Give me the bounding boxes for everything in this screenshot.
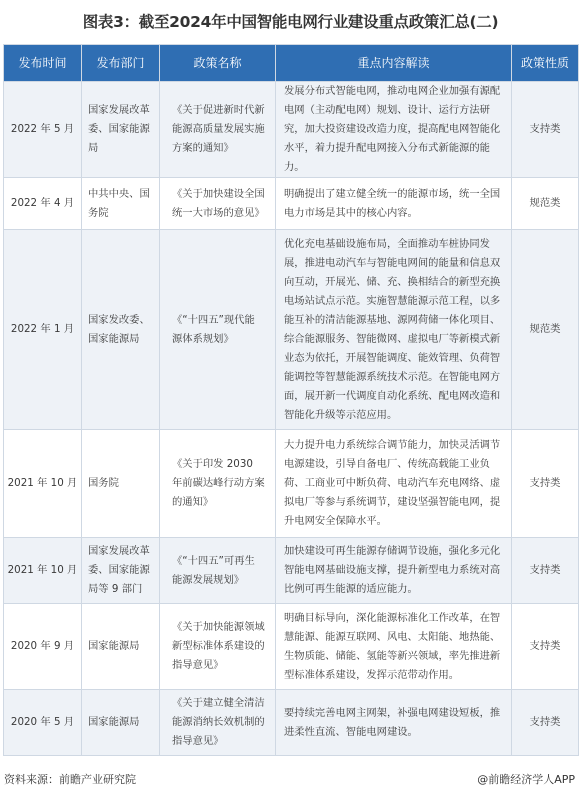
cell-dept: 中共中央、国务院: [82, 178, 160, 230]
cell-policy: 《“十四五”现代能源体系规划》: [160, 230, 276, 430]
table-row: [4, 538, 579, 604]
cell-content: 大力提升电力系统综合调节能力，加快灵活调节电源建设，引导自备电厂、传统高载能工业负荷、工商业可中断负荷、电动汽车充电网络、虚拟电厂等参与系统调节，建设坚强智能电网，提升电网安全保障水平。: [276, 430, 512, 538]
table-header-row: [4, 45, 579, 82]
cell-date: 2021 年 10 月: [4, 538, 82, 604]
table-row: [4, 230, 579, 430]
page-title: 图表3：截至2024年中国智能电网行业建设重点政策汇总(二): [82, 13, 499, 31]
cell-policy: 《“十四五”可再生能源发展规划》: [160, 538, 276, 604]
table-row: [4, 430, 579, 538]
cell-policy: 《关于加快能源领域新型标准体系建设的指导意见》: [160, 604, 276, 690]
cell-policy: 《关于建立健全清洁能源消纳长效机制的指导意见》: [160, 690, 276, 756]
cell-content: 优化充电基础设施布局，全面推动车桩协同发展，推进电动汽车与智能电网间的能量和信息双向互动，开展光、储、充、换相结合的新型充换电场站试点示范。实施智慧能源示范工程，以多能互补的清洁能源基地、源网荷储一体化项目、综合能源服务、智能微网、虚拟电厂等新模式新业态为依托，开展智能调度、能效管理、负荷智能调控等智慧能源系统技术示范。在智能电网方面，展开新一代调度自动化系统、配电网改造和智能化升级等示范应用。: [276, 230, 512, 430]
cell-type: 支持类: [512, 690, 579, 756]
cell-date: 2020 年 9 月: [4, 604, 82, 690]
cell-type: 支持类: [512, 538, 579, 604]
cell-dept: 国家发展改革委、国家能源局: [82, 82, 160, 178]
cell-content: 明确提出了建立健全统一的能源市场，统一全国电力市场是其中的核心内容。: [276, 178, 512, 230]
header-dept: 发布部门: [82, 45, 160, 82]
cell-policy: 《关于印发 2030 年前碳达峰行动方案的通知》: [160, 430, 276, 538]
table-row: [4, 82, 579, 178]
cell-date: 2020 年 5 月: [4, 690, 82, 756]
at-icon: @: [477, 773, 489, 786]
cell-policy: 《关于加快建设全国统一大市场的意见》: [160, 178, 276, 230]
cell-type: 规范类: [512, 178, 579, 230]
table-row: [4, 604, 579, 690]
table-row: [4, 178, 579, 230]
cell-type: 规范类: [512, 230, 579, 430]
cell-dept: 国家能源局: [82, 690, 160, 756]
source-note: 资料来源：前瞻产业研究院: [4, 773, 136, 786]
cell-type: 支持类: [512, 604, 579, 690]
brand-credit: [477, 771, 575, 787]
cell-date: 2022 年 1 月: [4, 230, 82, 430]
cell-type: 支持类: [512, 82, 579, 178]
cell-dept: 国家发改委、国家能源局: [82, 230, 160, 430]
cell-dept: 国家能源局: [82, 604, 160, 690]
cell-dept: 国家发展改革委、国家能源局等 9 部门: [82, 538, 160, 604]
header-content: 重点内容解读: [276, 45, 512, 82]
brand-name: 前瞻经济学人APP: [488, 773, 575, 786]
cell-policy: 《关于促进新时代新能源高质量发展实施方案的通知》: [160, 82, 276, 178]
cell-content: 发展分布式智能电网，推动电网企业加强有源配电网（主动配电网）规划、设计、运行方法研究，加大投资建设改造力度，提高配电网智能化水平，着力提升配电网接入分布式新能源的能力。: [276, 82, 512, 178]
cell-content: 明确目标导向，深化能源标准化工作改革，在智慧能源、能源互联网、风电、太阳能、地热能、生物质能、储能、氢能等新兴领域，率先推进新型标准体系建设，发挥示范带动作用。: [276, 604, 512, 690]
header-date: 发布时间: [4, 45, 82, 82]
header-type: 政策性质: [512, 45, 579, 82]
policy-table: [3, 44, 579, 756]
cell-date: 2021 年 10 月: [4, 430, 82, 538]
cell-content: 加快建设可再生能源存储调节设施，强化多元化智能电网基础设施支撑，提升新型电力系统对高比例可再生能源的适应能力。: [276, 538, 512, 604]
header-policy: 政策名称: [160, 45, 276, 82]
cell-type: 支持类: [512, 430, 579, 538]
table-row: [4, 690, 579, 756]
cell-content: 要持续完善电网主网架，补强电网建设短板，推进柔性直流、智能电网建设。: [276, 690, 512, 756]
cell-dept: 国务院: [82, 430, 160, 538]
cell-date: 2022 年 4 月: [4, 178, 82, 230]
cell-date: 2022 年 5 月: [4, 82, 82, 178]
